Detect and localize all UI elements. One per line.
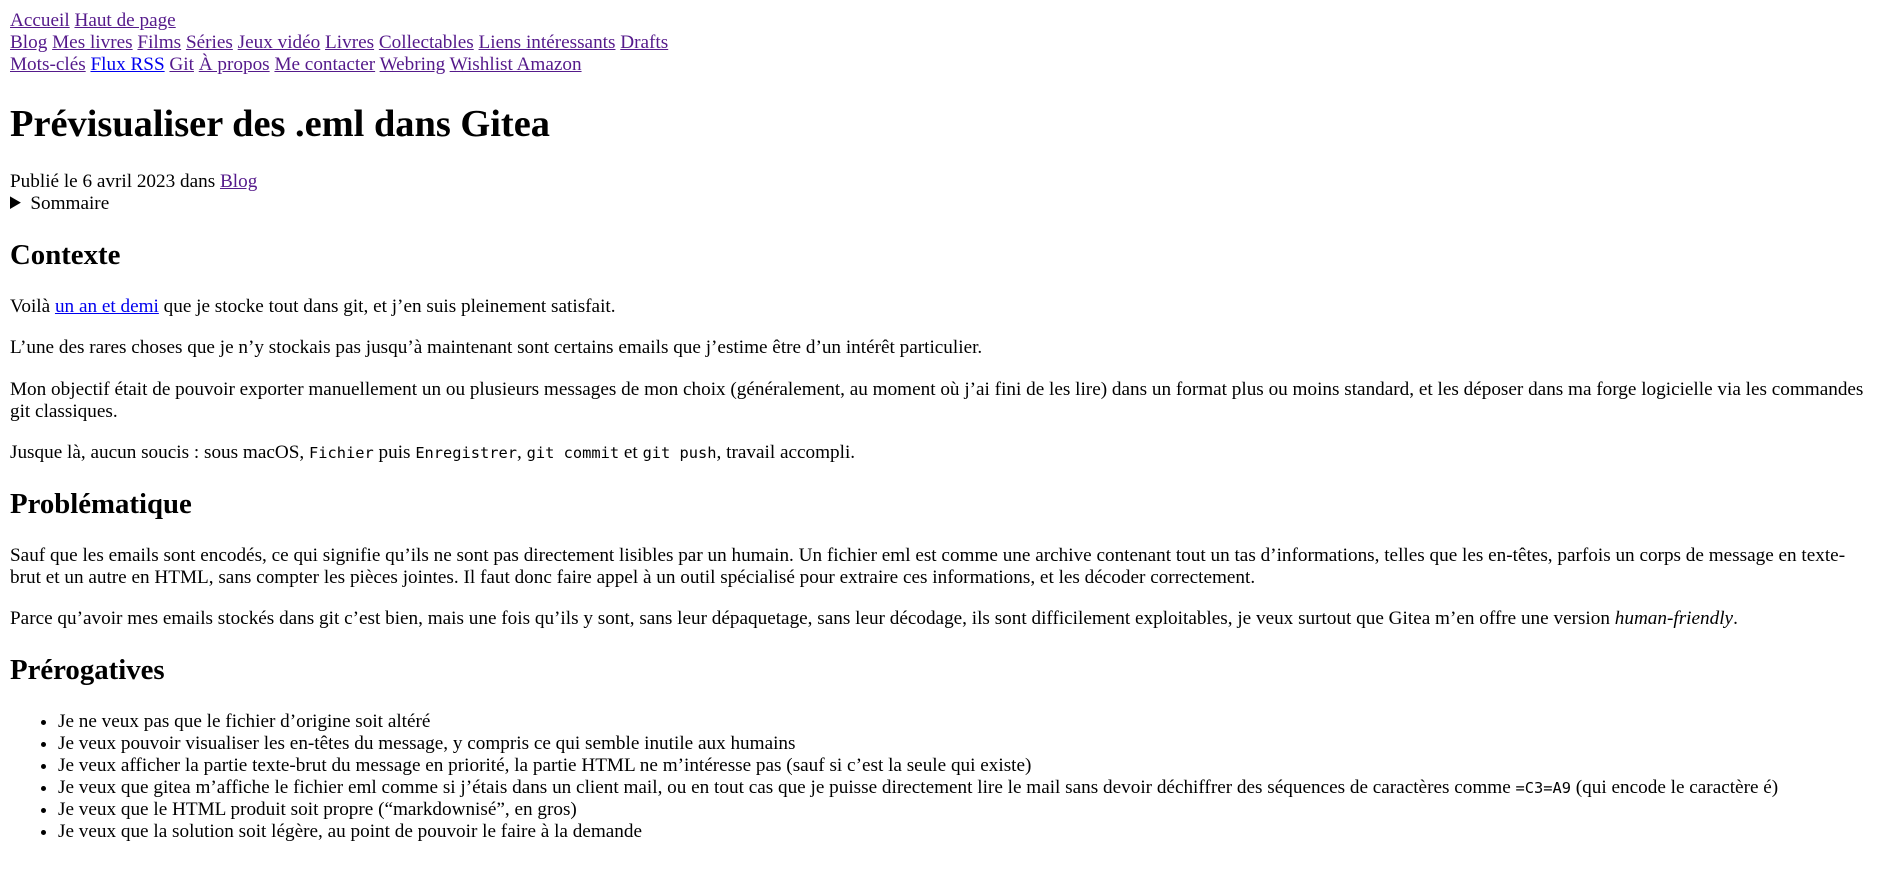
nav-link[interactable]: Séries xyxy=(185,32,233,53)
publication-meta xyxy=(10,171,1867,193)
nav-link[interactable]: Livres xyxy=(325,32,375,53)
article xyxy=(10,102,1867,843)
nav-link[interactable]: Blog xyxy=(10,32,48,53)
page-title: Prévisualiser des .eml dans Gitea xyxy=(10,102,550,145)
paragraph: Voilà un an et demi que je stocke tout dans git, et j’en suis pleinement satisfait. xyxy=(10,296,616,318)
list-item: • Je veux afficher la partie texte-brut du message en priorité, la partie HTML ne m’intéresse pas (sauf si c’est la seule qui existe) xyxy=(58,755,1867,777)
nav-link[interactable]: Liens intéressants xyxy=(478,32,616,53)
nav-link[interactable]: Jeux vidéo xyxy=(237,32,321,53)
paragraph: Mon objectif était de pouvoir exporter manuellement un ou plusieurs messages de mon choix (généralement, au moment où j’ai fini de les lire) dans un format plus ou moins standard, et les déposer dans ma forge logicielle via les commandes git classiques. xyxy=(10,378,1864,422)
nav-row-top xyxy=(10,10,1867,32)
nav-link[interactable]: Webring xyxy=(379,54,446,75)
paragraph: L’une des rares choses que je n’y stockais pas jusqu’à maintenant sont certains emails que j’estime être d’un intérêt particulier. xyxy=(10,337,983,359)
nav-link[interactable]: Flux RSS xyxy=(90,54,165,75)
inline-emphasis: human-friendly xyxy=(1614,607,1734,629)
category-link[interactable]: Blog xyxy=(219,171,258,193)
inline-code: git commit xyxy=(526,443,620,462)
requirements-list xyxy=(10,711,1867,843)
nav-link[interactable]: Me contacter xyxy=(274,54,376,75)
paragraph: Sauf que les emails sont encodés, ce qui signifie qu’ils ne sont pas directement lisibles par un humain. Un fichier eml est comme une archive contenant tout un tas d’informations, telles que les en-têtes, parfois un corps de message en texte-brut et un autre en HTML, sans compter les pièces jointes. Il faut donc faire appel à un outil spécialisé pour extraire ces informations, et les décoder correctement. xyxy=(10,544,1846,588)
nav-link[interactable]: Mots-clés xyxy=(10,54,86,75)
section-contexte xyxy=(10,239,1867,463)
section-heading: Problématique xyxy=(10,487,192,520)
list-item: • Je veux que la solution soit légère, au point de pouvoir le faire à la demande xyxy=(58,821,1867,843)
site-nav xyxy=(10,10,1867,76)
section-problematique xyxy=(10,488,1867,630)
nav-link[interactable]: À propos xyxy=(198,54,270,75)
nav-link[interactable]: Collectables xyxy=(378,32,474,53)
toc-details xyxy=(10,193,1867,215)
nav-link[interactable]: Accueil xyxy=(10,10,70,31)
nav-link[interactable]: Git xyxy=(169,54,194,75)
nav-link[interactable]: Mes livres xyxy=(52,32,133,53)
inline-link[interactable]: un an et demi xyxy=(54,296,159,318)
section-prerogatives xyxy=(10,654,1867,843)
inline-code: git push xyxy=(642,443,717,462)
nav-link[interactable]: Haut de page xyxy=(74,10,176,31)
paragraph: Parce qu’avoir mes emails stockés dans git c’est bien, mais une fois qu’ils y sont, sans leur dépaquetage, sans leur décodage, ils sont difficilement exploitables, je veux surtout que Gitea m’en offre une version human-friendly. xyxy=(10,607,1738,629)
inline-code: Fichier xyxy=(308,443,374,462)
nav-link[interactable]: Wishlist Amazon xyxy=(449,54,582,75)
paragraph: Jusque là, aucun soucis : sous macOS, Fichier puis Enregistrer, git commit et git push, travail accompli. xyxy=(10,441,856,463)
nav-row-categories xyxy=(10,32,1867,54)
list-item: • Je veux que gitea m’affiche le fichier eml comme si j’étais dans un client mail, ou en tout cas que je puisse directement lire le mail sans devoir déchiffrer des séquences de caractères comme =C3=A9 (qui encode le caractère é) xyxy=(58,777,1867,799)
nav-link[interactable]: Films xyxy=(137,32,182,53)
list-item: • Je veux pouvoir visualiser les en-têtes du message, y compris ce qui semble inutile aux humains xyxy=(58,733,1867,755)
publication-date: Publié le 6 avril 2023 dans xyxy=(10,171,220,193)
nav-row-secondary xyxy=(10,54,1867,76)
nav-link[interactable]: Drafts xyxy=(620,32,669,53)
inline-code: Enregistrer xyxy=(415,443,518,462)
list-item: • Je veux que le HTML produit soit propre (“markdownisé”, en gros) xyxy=(58,799,1867,821)
section-heading: Prérogatives xyxy=(10,653,165,686)
toc-summary[interactable]: Sommaire xyxy=(30,193,110,215)
inline-code: =C3=A9 xyxy=(1515,778,1571,797)
section-heading: Contexte xyxy=(10,239,121,272)
list-item: • Je ne veux pas que le fichier d’origine soit altéré xyxy=(58,711,1867,733)
